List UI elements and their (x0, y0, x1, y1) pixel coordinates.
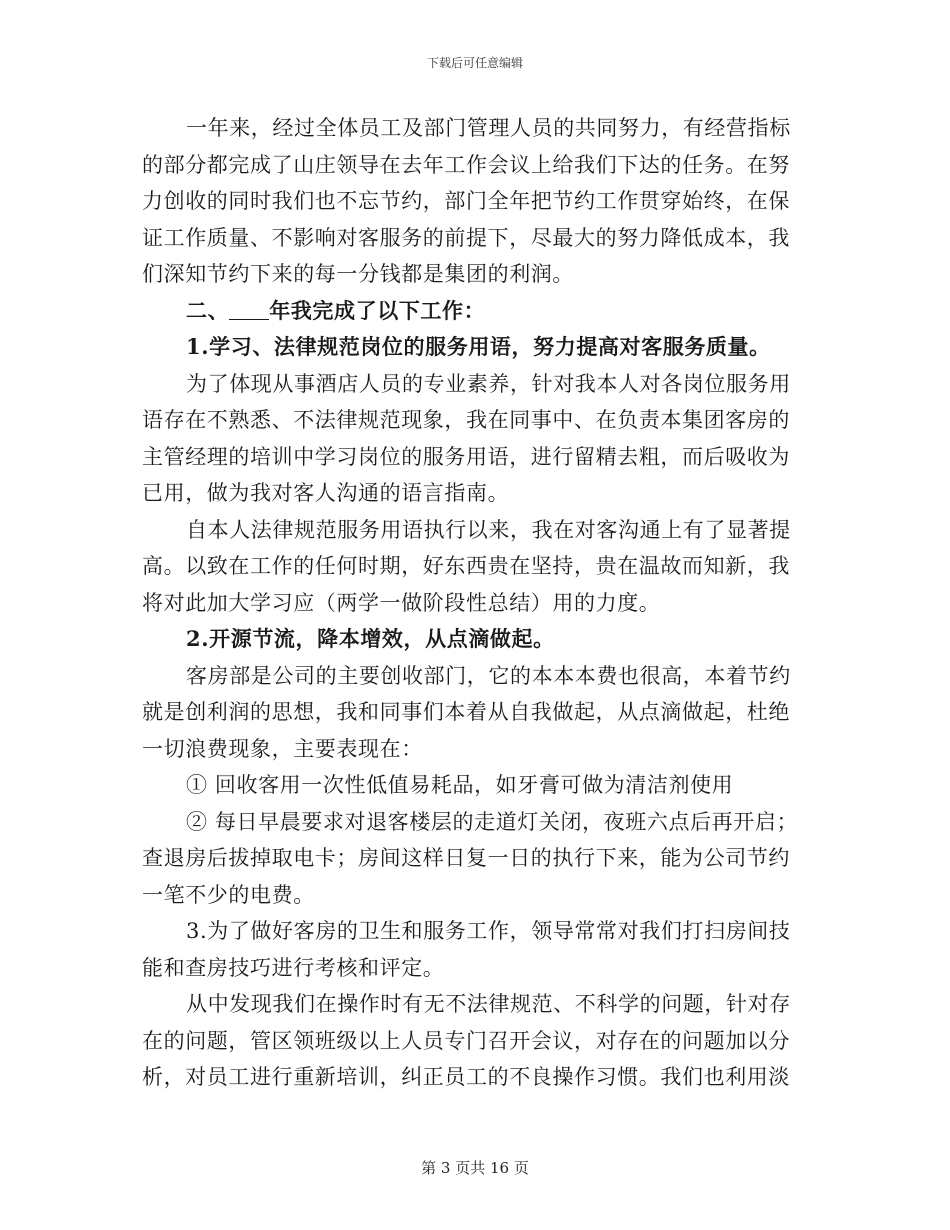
text-line: 已用，做为我对客人沟通的语言指南。 (142, 481, 510, 505)
paragraph-cost-saving (142, 658, 808, 768)
year-blank (229, 299, 269, 320)
subheading-2: 2.开源节流，降本增效，从点滴做起。 (186, 626, 555, 651)
text-line: ② 每日早晨要求对退客楼层的走道灯关闭，夜班六点后再开启； (186, 809, 799, 834)
paragraph-summary (142, 110, 808, 293)
text-line: 从中发现我们在操作时有无不法律规范、不科学的问题，针对存 (186, 992, 791, 1016)
list-item-2 (142, 804, 808, 914)
text-line: ① 回收客用一次性低值易耗品，如牙膏可做为清洁剂使用 (186, 773, 734, 797)
text-line: 3.为了做好客房的卫生和服务工作，领导常常对我们打扫房间技 (186, 919, 791, 943)
text-line: 高。以致在工作的任何时期，好东西贵在坚持，贵在温故而知新，我 (142, 554, 790, 578)
document-body (142, 110, 808, 1096)
paragraph-item-3 (142, 913, 808, 986)
subheading-1: 1.学习、法律规范岗位的服务用语，努力提高对客服务质量。 (186, 334, 771, 359)
paragraph-training (142, 986, 808, 1096)
section-heading-2 (142, 293, 808, 330)
text-line: 主管经理的培训中学习岗位的服务用语，进行留精去粗，而后吸收为 (142, 444, 790, 469)
text-line: 的部分都完成了山庄领导在去年工作会议上给我们下达的任务。在努 (142, 152, 790, 177)
text-line: 查退房后拔掉取电卡；房间这样日复一日的执行下来，能为公司节约 (142, 846, 790, 870)
page-header-note: 下载后可任意编辑 (426, 56, 523, 70)
text-line: 一笔不少的电费。 (142, 882, 315, 907)
text-line: 就是创利润的思想，我和同事们本着从自我做起，从点滴做起，杜绝 (142, 700, 790, 724)
text-line: 语存在不熟悉、不法律规范现象，我在同事中、在负责本集团客房的 (142, 408, 790, 432)
paragraph-service-language (142, 366, 808, 512)
list-item-1 (142, 767, 808, 804)
paragraph-improvement (142, 512, 808, 622)
text-line: 为了体现从事酒店人员的专业素养，针对我本人对各岗位服务用 (186, 371, 791, 396)
text-line: 们深知节约下来的每一分钱都是集团的利润。 (142, 262, 574, 286)
text-line: 客房部是公司的主要创收部门，它的本本本费也很高，本着节约 (186, 663, 791, 688)
page-number: 第 3 页共 16 页 (421, 1159, 529, 1177)
text-line: 自本人法律规范服务用语执行以来，我在对客沟通上有了显著提 (186, 517, 791, 542)
text-line: 析，对员工进行重新培训，纠正员工的不良操作习惯。我们也利用淡 (142, 1065, 790, 1089)
text-line: 证工作质量、不影响对客服务的前提下，尽最大的努力降低成本，我 (142, 225, 790, 250)
text-line: 能和查房技巧进行考核和评定。 (142, 955, 445, 980)
text-line: 一年来，经过全体员工及部门管理人员的共同努力，有经营指标 (186, 116, 791, 140)
text-line: 将对此加大学习应（两学一做阶段性总结）用的力度。 (142, 590, 661, 615)
text-line: 在的问题，管区领班级以上人员专门召开会议，对存在的问题加以分 (142, 1028, 790, 1053)
heading-suffix: 年我完成了以下工作： (269, 297, 486, 323)
text-line: 力创收的同时我们也不忘节约，部门全年把节约工作贯穿始终，在保 (142, 189, 790, 213)
text-line: 一切浪费现象，主要表现在： (142, 736, 423, 761)
heading-prefix: 二、 (186, 297, 230, 323)
